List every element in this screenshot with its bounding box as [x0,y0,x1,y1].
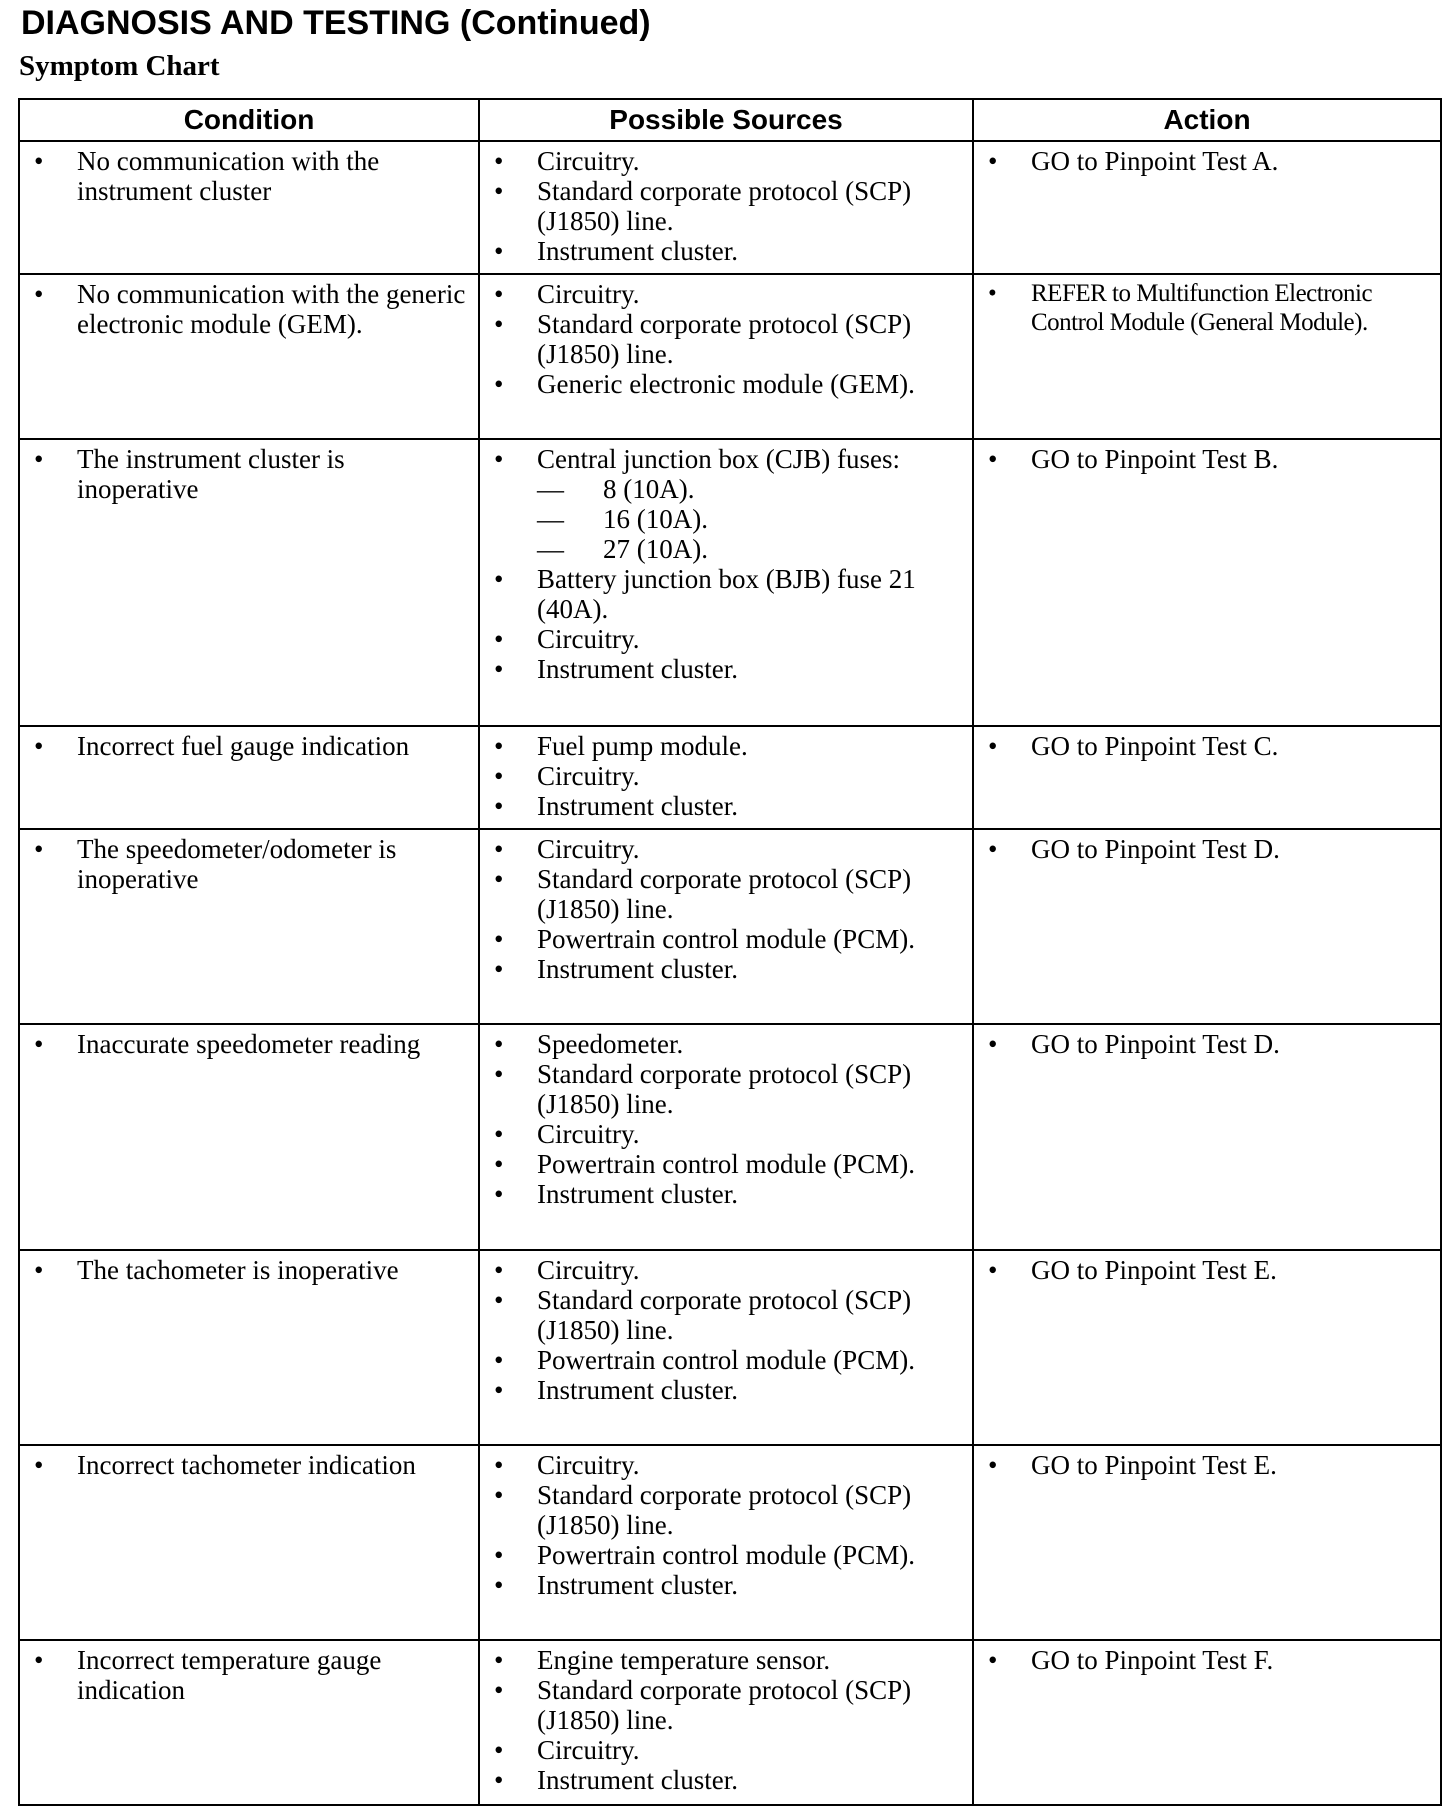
table-row [19,1640,1441,1805]
source-item [490,146,962,176]
source-item [490,564,962,624]
source-item [490,1675,962,1735]
action-list [984,1255,1430,1285]
table-row [19,1445,1441,1640]
source-text: Circuitry. [537,1450,640,1480]
condition-list [30,279,468,339]
source-item [490,309,962,369]
source-text: Circuitry. [537,1119,640,1149]
condition-text: • Incorrect temperature gauge indication [30,1645,468,1705]
possible-sources-cell [479,829,973,1024]
source-item [490,1059,962,1119]
condition-cell [19,1250,479,1445]
condition-list [30,444,468,504]
source-item [490,954,962,984]
condition-list [30,1450,468,1480]
source-text: Circuitry. [537,1255,640,1285]
source-item [490,1149,962,1179]
source-text: Battery junction box (BJB) fuse 21 (40A). [537,564,916,624]
action-list [984,444,1430,474]
condition-cell [19,274,479,439]
fuse-subitem: — 27 (10A). [537,534,962,564]
action-cell [973,1250,1441,1445]
action-text: • GO to Pinpoint Test C. [984,731,1430,761]
condition-cell [19,1640,479,1805]
action-text: • GO to Pinpoint Test E. [984,1450,1430,1480]
header-action: Action [973,99,1441,141]
sources-list [490,834,962,984]
possible-sources-cell [479,1250,973,1445]
source-item [490,1480,962,1540]
source-text: Powertrain control module (PCM). [537,1540,915,1570]
section-title: Symptom Chart [19,50,220,82]
table-row [19,1024,1441,1250]
condition-cell [19,829,479,1024]
source-text: Standard corporate protocol (SCP) (J1850) line. [537,1059,912,1119]
source-text: Standard corporate protocol (SCP) (J1850) line. [537,309,912,369]
action-text: • GO to Pinpoint Test B. [984,444,1430,474]
source-text: Instrument cluster. [537,1179,738,1209]
source-text: Instrument cluster. [537,1375,738,1405]
action-cell [973,829,1441,1024]
source-text: Central junction box (CJB) fuses: [537,444,900,474]
sources-list [490,1645,962,1795]
action-list [984,731,1430,761]
condition-text: • No communication with the instrument cluster [30,146,468,206]
condition-text: • The speedometer/odometer is inoperative [30,834,468,894]
sources-list [490,279,962,399]
condition-text: • The tachometer is inoperative [30,1255,468,1285]
source-text: Powertrain control module (PCM). [537,924,915,954]
table-row [19,726,1441,829]
source-text: Speedometer. [537,1029,684,1059]
table-row [19,274,1441,439]
source-item [490,731,962,761]
action-list [984,1029,1430,1059]
condition-text: • Incorrect fuel gauge indication [30,731,468,761]
source-text: Instrument cluster. [537,654,738,684]
header-possible-sources: Possible Sources [479,99,973,141]
action-text: • GO to Pinpoint Test E. [984,1255,1430,1285]
action-list [984,1450,1430,1480]
source-text: Circuitry. [537,1735,640,1765]
action-cell [973,1640,1441,1805]
source-item [490,1765,962,1795]
source-item [490,1029,962,1059]
source-item [490,1375,962,1405]
source-text: Circuitry. [537,834,640,864]
source-text: Fuel pump module. [537,731,748,761]
source-text: Standard corporate protocol (SCP) (J1850) line. [537,1480,912,1540]
action-list [984,834,1430,864]
action-list [984,279,1430,337]
source-text: Circuitry. [537,761,640,791]
source-item [490,864,962,924]
action-cell [973,141,1441,274]
table-row [19,829,1441,1024]
action-cell [973,1445,1441,1640]
source-text: Circuitry. [537,624,640,654]
action-list [984,146,1430,176]
source-item [490,1540,962,1570]
action-cell [973,726,1441,829]
source-item [490,369,962,399]
source-item [490,1645,962,1675]
possible-sources-cell [479,1445,973,1640]
sources-list [490,444,962,684]
action-text: • GO to Pinpoint Test D. [984,1029,1430,1059]
source-text: Circuitry. [537,146,640,176]
source-item [490,236,962,266]
condition-list [30,731,468,761]
sources-list [490,731,962,821]
condition-cell [19,141,479,274]
possible-sources-cell [479,274,973,439]
possible-sources-cell [479,141,973,274]
table-body [19,141,1441,1805]
action-cell [973,1024,1441,1250]
source-item [490,924,962,954]
table-row [19,439,1441,726]
condition-cell [19,439,479,726]
source-item [490,654,962,684]
source-text: Instrument cluster. [537,954,738,984]
header-condition: Condition [19,99,479,141]
action-cell [973,439,1441,726]
source-item [490,791,962,821]
source-text: Powertrain control module (PCM). [537,1149,915,1179]
fuse-subitem: — 8 (10A). [537,474,962,504]
symptom-chart-table [18,98,1442,1806]
action-text: • GO to Pinpoint Test F. [984,1645,1430,1675]
source-text: Standard corporate protocol (SCP) (J1850) line. [537,864,912,924]
sources-list [490,1029,962,1209]
source-item [490,1119,962,1149]
possible-sources-cell [479,1640,973,1805]
source-text: Instrument cluster. [537,236,738,266]
action-text: • REFER to Multifunction Electronic Control Module (General Module). [984,279,1430,337]
condition-text: • No communication with the generic electronic module (GEM). [30,279,468,339]
condition-list [30,834,468,894]
action-text: • GO to Pinpoint Test D. [984,834,1430,864]
table-row [19,141,1441,274]
source-item [490,1735,962,1765]
condition-cell [19,1024,479,1250]
source-item [490,444,962,564]
source-text: Instrument cluster. [537,1765,738,1795]
fuse-subitem: — 16 (10A). [537,504,962,534]
source-text: Instrument cluster. [537,1570,738,1600]
condition-list [30,1029,468,1059]
condition-cell [19,726,479,829]
action-cell [973,274,1441,439]
possible-sources-cell [479,726,973,829]
action-text: • GO to Pinpoint Test A. [984,146,1430,176]
condition-list [30,1645,468,1705]
condition-text: • The instrument cluster is inoperative [30,444,468,504]
fuse-sublist [537,474,962,564]
action-list [984,1645,1430,1675]
source-text: Generic electronic module (GEM). [537,369,915,399]
source-item [490,1450,962,1480]
condition-list [30,146,468,206]
source-text: Standard corporate protocol (SCP) (J1850) line. [537,1285,912,1345]
page-title: DIAGNOSIS AND TESTING (Continued) [21,4,651,42]
source-item [490,1570,962,1600]
sources-list [490,1450,962,1600]
source-item [490,1255,962,1285]
condition-cell [19,1445,479,1640]
source-text: Standard corporate protocol (SCP) (J1850) line. [537,176,912,236]
source-item [490,834,962,864]
source-item [490,279,962,309]
condition-text: • Inaccurate speedometer reading [30,1029,468,1059]
source-item [490,624,962,654]
source-text: Standard corporate protocol (SCP) (J1850) line. [537,1675,912,1735]
possible-sources-cell [479,439,973,726]
sources-list [490,146,962,266]
source-item [490,761,962,791]
possible-sources-cell [479,1024,973,1250]
source-text: Instrument cluster. [537,791,738,821]
source-item [490,1179,962,1209]
source-text: Circuitry. [537,279,640,309]
source-item [490,176,962,236]
source-item [490,1285,962,1345]
condition-text: • Incorrect tachometer indication [30,1450,468,1480]
source-text: Powertrain control module (PCM). [537,1345,915,1375]
sources-list [490,1255,962,1405]
source-text: Engine temperature sensor. [537,1645,831,1675]
source-item [490,1345,962,1375]
table-header-row [19,99,1441,141]
condition-list [30,1255,468,1285]
table-row [19,1250,1441,1445]
